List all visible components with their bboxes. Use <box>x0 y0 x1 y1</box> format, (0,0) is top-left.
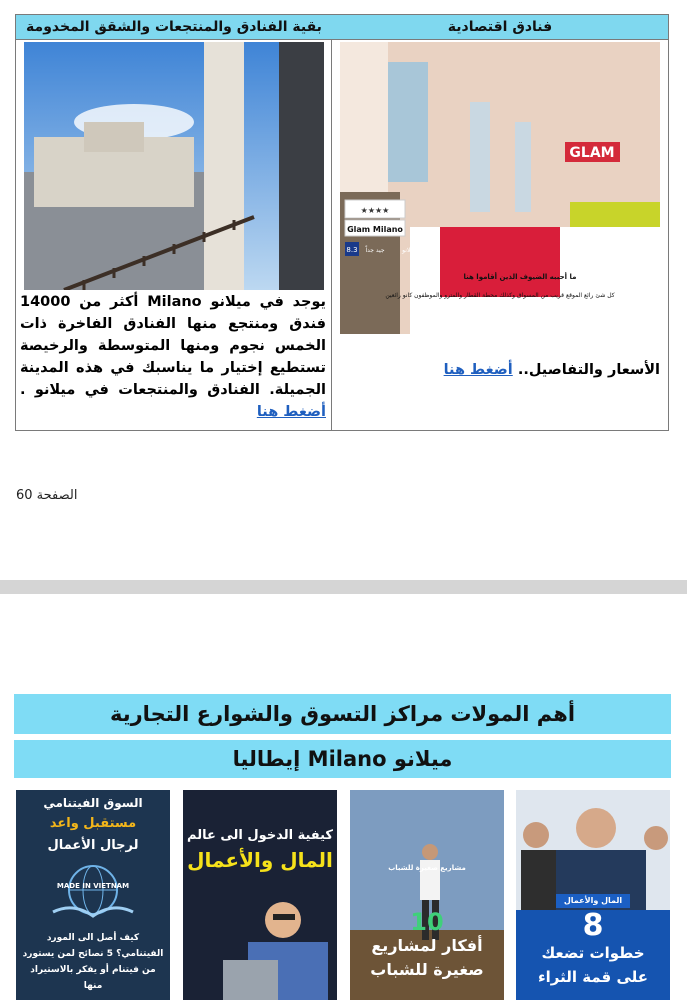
book1-line2: مستقبل واعد <box>49 816 137 831</box>
book-money-business[interactable] <box>183 790 337 1000</box>
book4-line3: على قمة الثراء <box>537 968 648 986</box>
other-hotels-text <box>20 291 326 423</box>
economic-hotels-header: فنادق اقتصادية <box>332 15 668 40</box>
other-hotels-column <box>16 15 332 430</box>
svg-text:★★★★: ★★★★ <box>360 206 390 215</box>
book2-line2: المال والأعمال <box>187 848 333 872</box>
page-number: الصفحة 60 <box>16 488 78 503</box>
made-in-vietnam-badge: MADE IN VIETNAM <box>56 882 130 890</box>
milan-hotels-description: يوجد في ميلانو Milano أكثر من 14000 فندق ومنتجع منها الفنادق الفاخرة ذات الخمس نجوم ومنها المتوسطة والرخيصة تستطيع إختيار ما يناسبك في هذه المدينة الجميلة. الفنادق والمنتجعات في ميلانو . <box>20 294 326 398</box>
rating-score: 8.3 <box>346 246 358 254</box>
book-ten-ideas[interactable] <box>350 790 504 1000</box>
review-quote: ما أحببه الضيوف الذين أقاموا هنا <box>463 273 577 281</box>
malls-banner-subtitle: ميلانو Milano إيطاليا <box>14 740 671 778</box>
book4-line1: 8 <box>582 908 604 943</box>
businessmen-icon <box>516 790 670 910</box>
hotel-name-card: Glam Milano <box>347 225 403 234</box>
prices-details-text: الأسعار والتفاصيل.. <box>517 362 660 378</box>
economic-hotels-text <box>340 359 660 381</box>
other-hotels-link[interactable]: أضغط هنا <box>256 404 326 420</box>
book1-line1: السوق الفيتنامي <box>43 796 143 810</box>
page-separator <box>0 580 687 594</box>
book1-line3: لرجال الأعمال <box>47 838 139 853</box>
economic-hotels-column <box>331 15 668 430</box>
book4-line2: خطوات تضعك <box>541 944 645 962</box>
book3-tag: مشاريع صغيرة للشباب <box>388 864 466 872</box>
hotel-name-ar: غلام ميلانو <box>402 247 428 254</box>
balcony-station-photo[interactable] <box>24 42 324 290</box>
malls-banner-title: أهم المولات مراكز التسوق والشوارع التجارية <box>14 694 671 734</box>
hotel-room-photo[interactable] <box>340 42 660 334</box>
rating-label: جيد جداً <box>365 247 385 254</box>
hotel-sign-text: GLAM <box>569 145 615 161</box>
businessman-laptop-icon <box>223 890 333 1000</box>
book-eight-steps[interactable] <box>516 790 670 1000</box>
book2-line1: كيفية الدخول الى عالم <box>187 828 333 843</box>
book3-line1: 10 <box>410 908 444 936</box>
book3-line2: أفكار لمشاريع <box>371 936 483 955</box>
review-text: كل شئ رائع الموقع قريب من المسواق وكذلك محطة القطار والمترو والموظفون كانو رائعين <box>385 292 615 299</box>
book1-bottom-text: كيف أصل الى المورد الفيتنامي؟ 5 نصائح لمن يستورد من فيتنام أو يفكر بالاستيراد منها <box>22 933 164 991</box>
other-hotels-header: بقية الفنادق والمنتجعات والشقق المخدومة <box>16 15 332 40</box>
book4-tag: المال والأعمال <box>556 894 630 908</box>
document-page-lower <box>0 594 687 1000</box>
globe-hands-icon <box>48 862 138 922</box>
book3-line3: صغيرة للشباب <box>370 960 484 979</box>
book-vietnam-market[interactable] <box>16 790 170 1000</box>
hotels-table <box>15 14 669 431</box>
economic-hotels-link[interactable]: أضغط هنا <box>443 362 513 378</box>
